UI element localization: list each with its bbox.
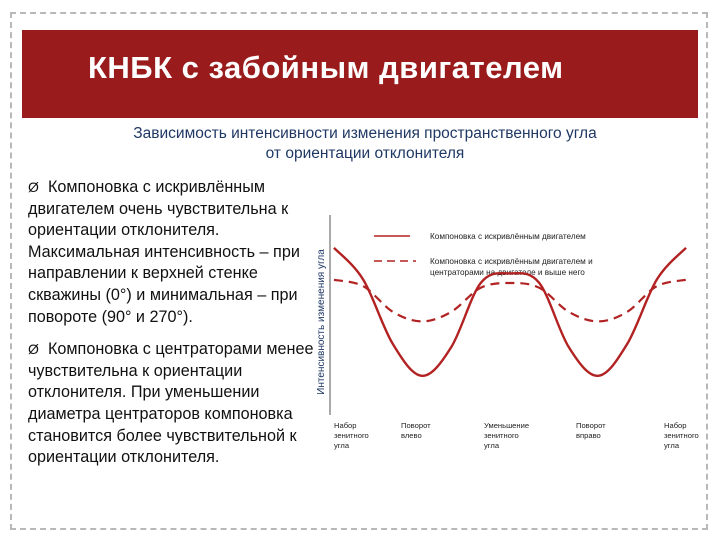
x-category-label: Поворот влево xyxy=(401,421,431,440)
bullet-item-1 xyxy=(28,177,328,328)
legend-label-series-1: Компоновка с искривлённым двигателем xyxy=(430,232,586,241)
y-axis-label: Интенсивность изменения угла xyxy=(316,249,327,395)
bullet-list xyxy=(28,177,328,480)
chart-subtitle xyxy=(40,124,690,164)
x-category-label: Уменьшение зенитного угла xyxy=(484,421,530,450)
slide-title: КНБК с забойным двигателем xyxy=(88,50,564,85)
bullet-arrow-icon: Ø xyxy=(28,341,39,358)
subtitle-line-1: Зависимость интенсивности изменения пространственного угла xyxy=(133,125,597,142)
legend-label-series-2-line-1: Компоновка с искривлённым двигателем и xyxy=(430,257,593,266)
x-category-label: Набор зенитного угла xyxy=(664,421,699,450)
intensity-chart xyxy=(300,215,710,460)
x-category-label: Набор зенитного угла xyxy=(334,421,369,450)
bullet-text-1: Компоновка с искривлённым двигателем очень чувствительна к ориентации отклонителя. Максимальная интенсивность – при направлении к верхней стенке скважины (0°) и минимальная – при повороте (90° и 270°). xyxy=(28,178,300,326)
bullet-arrow-icon: Ø xyxy=(28,179,39,195)
chart-legend xyxy=(374,232,593,277)
plot-area xyxy=(334,248,686,376)
series-line-1 xyxy=(334,248,686,376)
bullet-text-2: Компоновка с центраторами менее чувствительна к ориентации отклонителя. При уменьшении диаметра центраторов компоновка становится более чувствительной к ориентации отклонителя. xyxy=(28,340,314,467)
subtitle-line-2: от ориентации отклонителя xyxy=(265,145,465,162)
series-line-2 xyxy=(334,280,686,322)
x-category-label: Поворот вправо xyxy=(576,421,606,440)
bullet-item-2 xyxy=(28,339,328,469)
legend-label-series-2-line-2: центраторами на двигателе и выше него xyxy=(430,268,585,277)
x-axis-categories xyxy=(334,421,699,450)
